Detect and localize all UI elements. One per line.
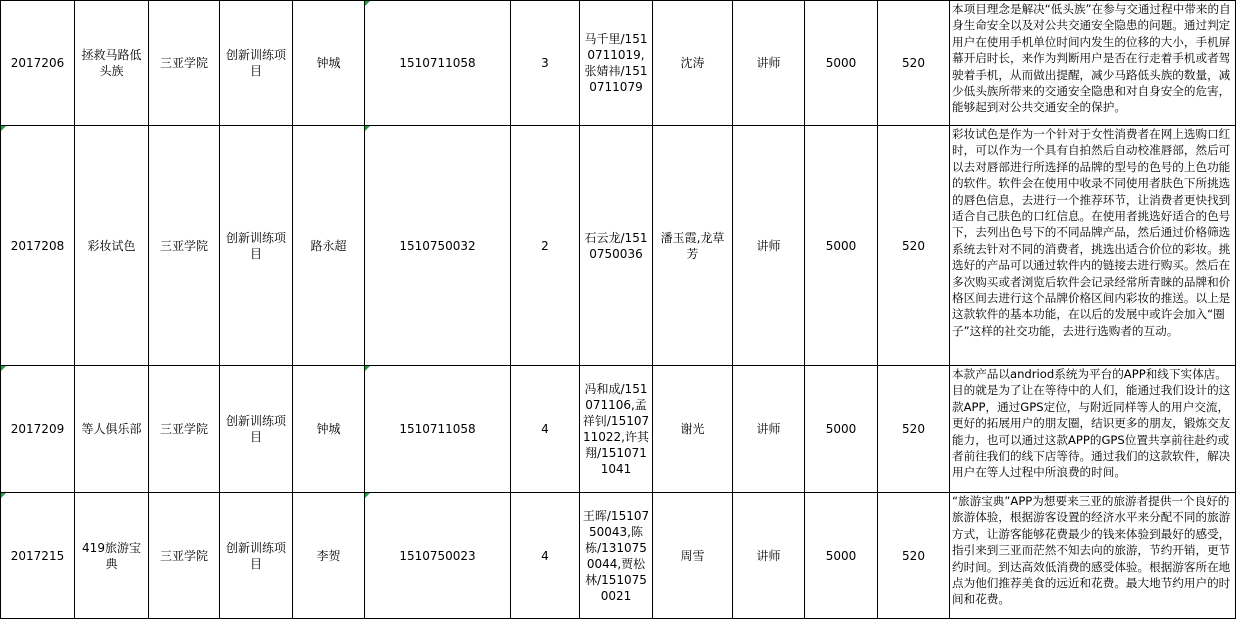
cell-category[interactable]: 创新训练项目 xyxy=(220,493,293,619)
cell-description[interactable]: 本款产品以andriod系统为平台的APP和线下实体店。目的就是为了让在等待中的人们，能通过我们设计的这款APP，通过GPS定位，与附近同样等人的用户交流，更好的拓展用户的朋友圈，结识更多的朋友，锻炼交友能力，也可以通过这款APP的GPS位置共享前往赴约或者前往我们的线下店等待。通过我们的这款软件，解决用户在等人过程中所浪费的时间。 xyxy=(950,366,1236,493)
cell-advisor[interactable]: 沈涛 xyxy=(653,1,733,126)
cell-project-name[interactable]: 等人俱乐部 xyxy=(75,366,149,493)
cell-id[interactable]: 2017209 xyxy=(1,366,75,493)
cell-description[interactable]: “旅游宝典”APP为想要来三亚的旅游者提供一个良好的旅游体验，根据游客设置的经济水平来分配不同的旅游方式，让游客能够花费最少的钱来体验到最好的感受，指引来到三亚而茫然不知去向的旅游，节约开销，更节约时间。到达高效低消费的感受体验。根据游客所在地点为他们推荐美食的远近和花费。最大地节约用户的时间和花费。 xyxy=(950,493,1236,619)
table-row xyxy=(1,1,1236,126)
cell-funding[interactable]: 5000 xyxy=(805,126,878,366)
cell-college[interactable]: 三亚学院 xyxy=(149,126,220,366)
cell-student-id[interactable]: 1510750023 xyxy=(365,493,511,619)
cell-project-name[interactable]: 419旅游宝典 xyxy=(75,493,149,619)
cell-members[interactable]: 冯和成/151071106,孟祥钊/1510711022,许其翔/1510711041 xyxy=(580,366,653,493)
cell-members-count[interactable]: 4 xyxy=(511,493,580,619)
cell-marker xyxy=(365,366,370,371)
cell-leader[interactable]: 李贺 xyxy=(293,493,365,619)
cell-leader[interactable]: 钟城 xyxy=(293,1,365,126)
cell-marker xyxy=(365,493,370,498)
cell-marker xyxy=(1,493,6,498)
cell-hours[interactable]: 520 xyxy=(878,493,950,619)
cell-student-id[interactable]: 1510711058 xyxy=(365,1,511,126)
cell-members-count[interactable]: 3 xyxy=(511,1,580,126)
cell-leader[interactable]: 路永超 xyxy=(293,126,365,366)
cell-hours[interactable]: 520 xyxy=(878,366,950,493)
cell-description[interactable]: 彩妆试色是作为一个针对于女性消费者在网上选购口红时，可以作为一个具有自拍然后自动校准唇部，然后可以去对唇部进行所选择的品牌的型号的色号的上色功能的软件。软件会在使用中收录不同使用者肤色下所挑选的唇色信息，去进行一个推荐环节，让消费者更快找到适合自己肤色的口红信息。在使用者挑选好适合的色号下，去列出色号下的不同品牌产品，然后通过价格筛选系统去针对不同的消费者，挑选出适合价位的彩妆。挑选好的产品可以通过软件内的链接去进行购买。然后在多次购买或者浏览后软件会记录经常所青睐的品牌和价格区间去进行这个品牌价格区间内彩妆的推送。以上是这款软件的基本功能，在以后的发展中或许会加入“圈子”这样的社交功能，去进行选购者的互动。 xyxy=(950,126,1236,366)
cell-category[interactable]: 创新训练项目 xyxy=(220,126,293,366)
cell-project-name[interactable]: 彩妆试色 xyxy=(75,126,149,366)
cell-funding[interactable]: 5000 xyxy=(805,493,878,619)
cell-funding[interactable]: 5000 xyxy=(805,1,878,126)
cell-funding[interactable]: 5000 xyxy=(805,366,878,493)
table-row xyxy=(1,366,1236,493)
cell-title[interactable]: 讲师 xyxy=(733,126,805,366)
cell-student-id[interactable]: 1510750032 xyxy=(365,126,511,366)
cell-college[interactable]: 三亚学院 xyxy=(149,493,220,619)
cell-category[interactable]: 创新训练项目 xyxy=(220,1,293,126)
cell-marker xyxy=(365,126,370,131)
cell-title[interactable]: 讲师 xyxy=(733,1,805,126)
cell-marker xyxy=(1,366,6,371)
cell-project-name[interactable]: 拯救马路低头族 xyxy=(75,1,149,126)
cell-description[interactable]: 本项目理念是解决“低头族”在参与交通过程中带来的自身生命安全以及对公共交通安全隐患的问题。通过判定用户在使用手机单位时间内发生的位移的大小，手机屏幕开启时长，来作为判断用户是否在行走着手机或者驾驶着手机，从而做出提醒，减少马路低头族的数量，减少低头族所带来的交通安全隐患和对自身安全的危害，能够起到对公共交通安全的保护。 xyxy=(950,1,1236,126)
cell-members[interactable]: 王晖/1510750043,陈栋/1310750044,贾松林/1510750021 xyxy=(580,493,653,619)
cell-members-count[interactable]: 4 xyxy=(511,366,580,493)
cell-id[interactable]: 2017208 xyxy=(1,126,75,366)
cell-category[interactable]: 创新训练项目 xyxy=(220,366,293,493)
cell-marker xyxy=(365,1,370,6)
cell-id[interactable]: 2017215 xyxy=(1,493,75,619)
cell-members-count[interactable]: 2 xyxy=(511,126,580,366)
cell-hours[interactable]: 520 xyxy=(878,1,950,126)
table-row xyxy=(1,126,1236,366)
cell-title[interactable]: 讲师 xyxy=(733,366,805,493)
cell-title[interactable]: 讲师 xyxy=(733,493,805,619)
cell-advisor[interactable]: 周雪 xyxy=(653,493,733,619)
cell-student-id[interactable]: 1510711058 xyxy=(365,366,511,493)
cell-advisor[interactable]: 潘玉霞,龙草芳 xyxy=(653,126,733,366)
cell-marker xyxy=(1,126,6,131)
cell-college[interactable]: 三亚学院 xyxy=(149,1,220,126)
table-row xyxy=(1,493,1236,619)
cell-leader[interactable]: 钟城 xyxy=(293,366,365,493)
cell-hours[interactable]: 520 xyxy=(878,126,950,366)
cell-college[interactable]: 三亚学院 xyxy=(149,366,220,493)
cell-members[interactable]: 石云龙/1510750036 xyxy=(580,126,653,366)
cell-id[interactable]: 2017206 xyxy=(1,1,75,126)
cell-members[interactable]: 马千里/1510711019,张婧祎/1510711079 xyxy=(580,1,653,126)
cell-advisor[interactable]: 谢光 xyxy=(653,366,733,493)
